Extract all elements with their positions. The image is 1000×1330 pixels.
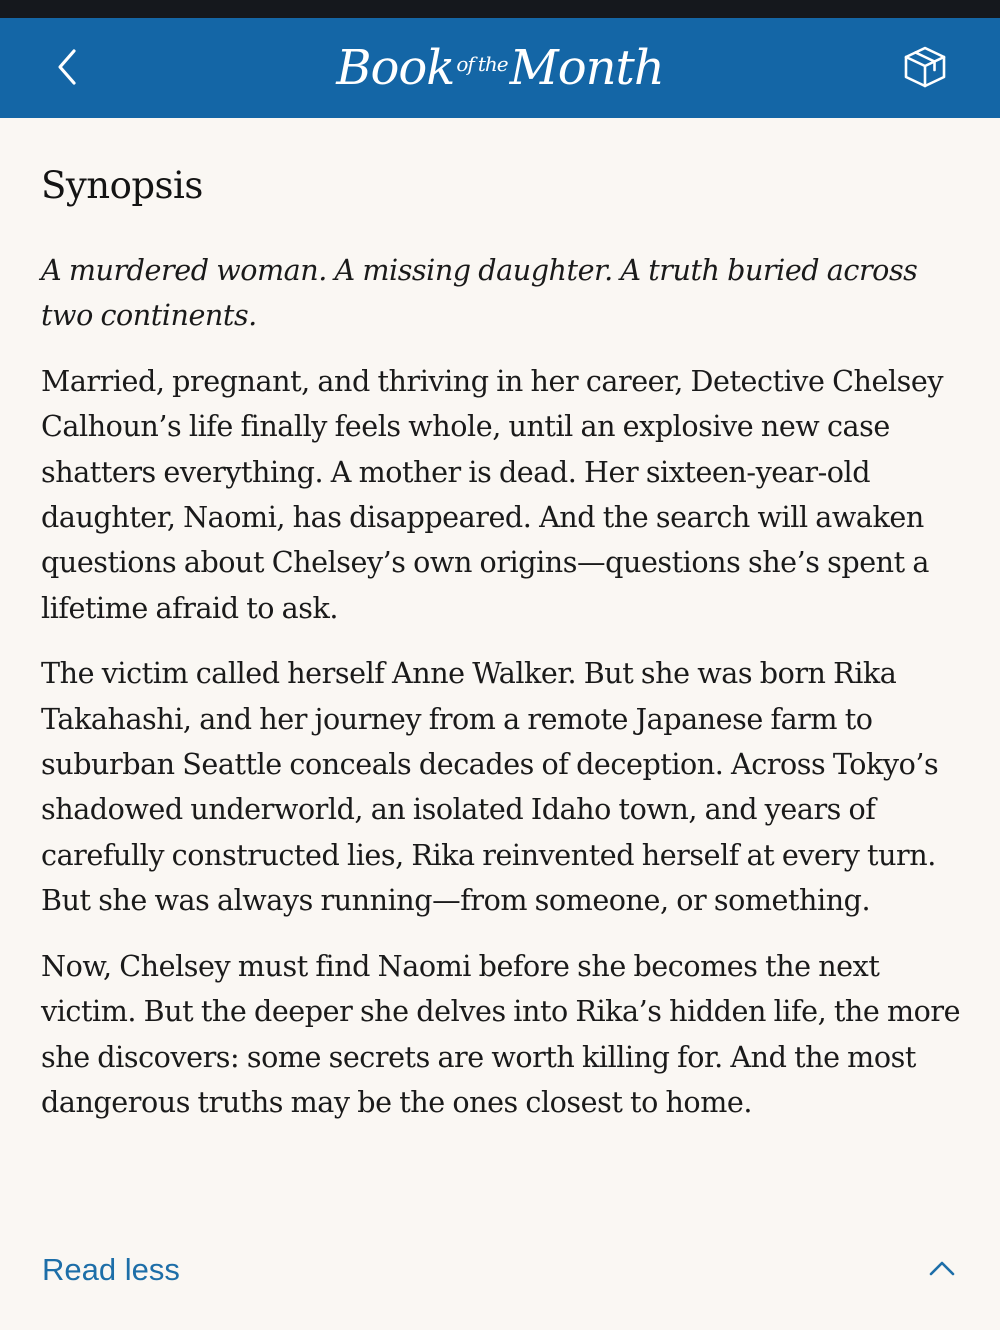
synopsis-paragraph: The victim called herself Anne Walker. But she was born Rika Takahashi, and her journey from a remote Japanese farm to suburban Seattle conceals decades of deception. Across Tokyo’s shadowed underworld, an isolated Idaho town, and years of carefully constructed lies, Rika reinvented herself at every turn. But she was always running—from someone, or something. <box>41 656 939 918</box>
box-button[interactable] <box>896 40 954 98</box>
synopsis-paragraph: Now, Chelsey must find Naomi before she becomes the next victim. But the deeper she delves into Rika’s hidden life, the more she discovers: some secrets are worth killing for. And the most dangerous truths may be the ones closest to home. <box>41 948 961 1119</box>
synopsis-heading: Synopsis <box>41 164 203 207</box>
chevron-left-icon <box>52 47 82 92</box>
logo-word-book: Book <box>336 40 455 96</box>
logo-word-of: of <box>456 52 474 76</box>
collapse-button[interactable] <box>920 1252 964 1288</box>
package-box-icon <box>902 44 948 95</box>
status-bar <box>0 0 1000 18</box>
app-header <box>0 18 1000 118</box>
back-button[interactable] <box>40 42 94 96</box>
synopsis-tagline: A murdered woman. A missing daughter. A truth buried across two continents. <box>41 253 918 333</box>
logo-word-month: Month <box>509 40 664 96</box>
book-of-the-month-logo[interactable] <box>250 34 750 102</box>
synopsis-section <box>41 118 961 1125</box>
logo-word-the: the <box>477 52 508 76</box>
synopsis-paragraph: Married, pregnant, and thriving in her career, Detective Chelsey Calhoun’s life finally feels whole, until an explosive new case shatters everything. A mother is dead. Her sixteen-year-old daughter, Naomi, has disappeared. And the search will awaken questions about Chelsey’s own origins—questions she’s spent a lifetime afraid to ask. <box>41 363 944 625</box>
chevron-up-icon <box>927 1258 957 1283</box>
read-less-link[interactable]: Read less <box>42 1252 180 1287</box>
